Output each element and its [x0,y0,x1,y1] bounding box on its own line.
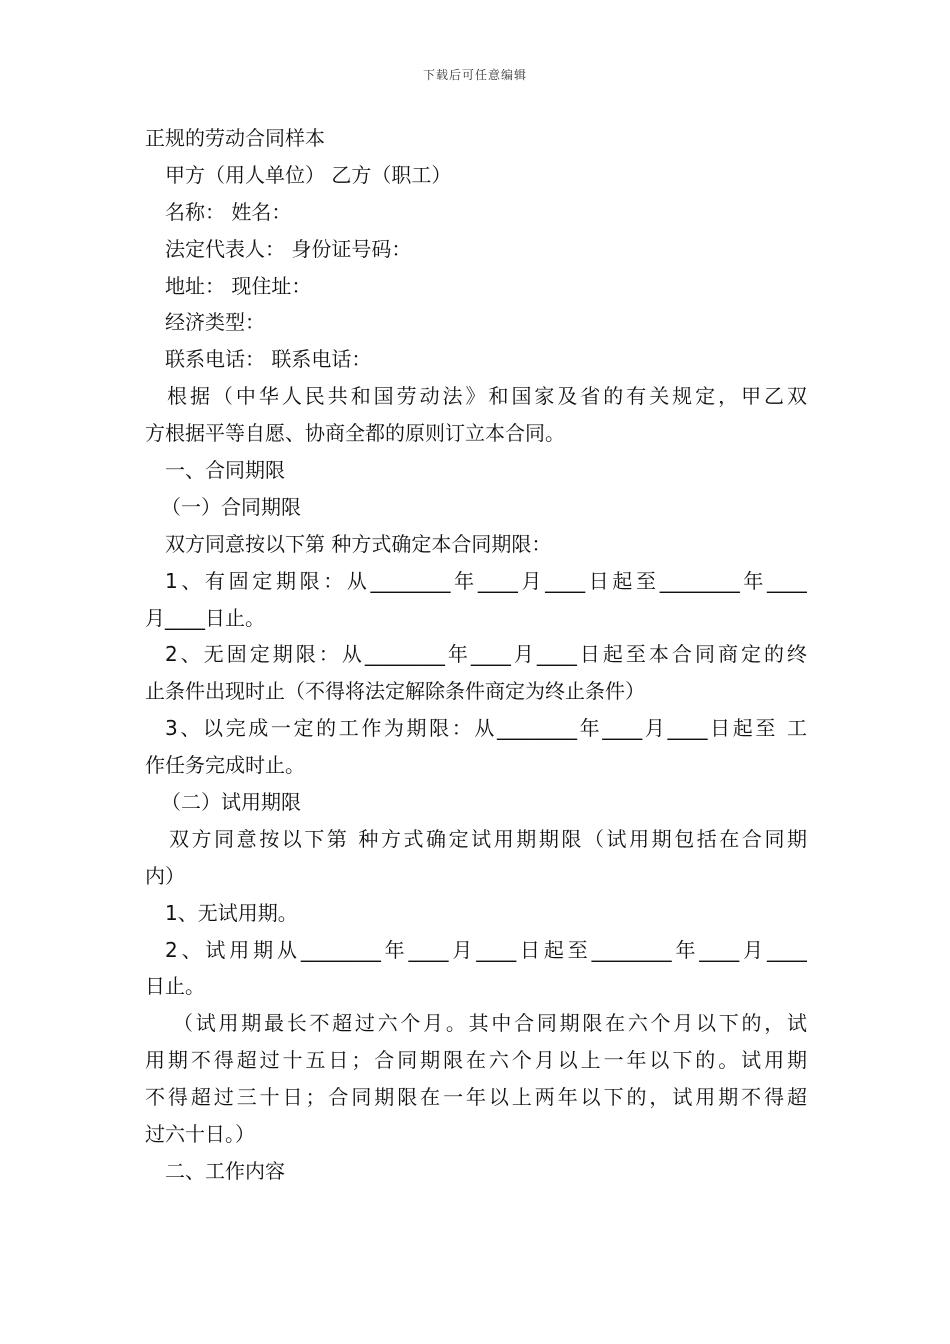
field-name: 名称： 姓名： [165,199,292,224]
probation-note-line-2: 用期不得超过十五日；合同期限在六个月以上一年以下的。试用期 [145,1048,807,1073]
paragraph-probation-line-1: 双方同意按以下第 种方式确定试用期期限（试用期包括在合同期 [169,826,807,851]
subsection-heading-1-2: （二）试用期限 [161,790,301,815]
probation-note-line-3: 不得超过三十日；合同期限在一年以上两年以下的，试用期不得超 [145,1085,807,1110]
probation-note-line-1: （试用期最长不超过六个月。其中合同期限在六个月以下的，试 [173,1011,807,1036]
paragraph-term-method: 双方同意按以下第 种方式确定本合同期限： [165,531,552,556]
probation-option-2-line-1: 2、试用期从________年____月____日起至________年____月____ [165,937,807,962]
term-option-1-line-2: 月____日止。 [145,605,265,630]
document-body [145,120,807,1190]
field-economic-type: 经济类型： [165,310,265,335]
field-legal-representative: 法定代表人： 身份证号码： [165,236,412,261]
term-option-3-line-1: 3、以完成一定的工作为期限：从________年____月____日起至 工 [165,716,807,741]
probation-note-line-4: 过六十日。） [145,1122,255,1147]
paragraph-basis-line-1: 根据（中华人民共和国劳动法》和国家及省的有关规定，甲乙双 [167,384,807,409]
term-option-2-line-2: 止条件出现时止（不得将法定解除条件商定为终止条件） [145,679,645,704]
page-header: 下载后可任意编辑 [422,68,527,82]
section-heading-1: 一、合同期限 [165,458,285,483]
term-option-1-line-1: 1、有固定期限：从________年____月____日起至________年____ [165,568,807,593]
probation-option-1: 1、无试用期。 [165,900,298,925]
party-heading: 甲方（用人单位） 乙方（职工） [165,162,452,187]
field-phone: 联系电话： 联系电话： [165,347,372,372]
section-heading-2: 二、工作内容 [165,1158,285,1183]
paragraph-probation-line-2: 内） [145,863,185,888]
probation-option-2-line-2: 日止。 [145,974,205,999]
paragraph-basis-line-2: 方根据平等自愿、协商全都的原则订立本合同。 [145,421,565,446]
term-option-2-line-1: 2、无固定期限：从________年____月____日起至本合同商定的终 [165,642,807,667]
document-title: 正规的劳动合同样本 [145,126,325,150]
subsection-heading-1-1: （一）合同期限 [161,494,301,519]
term-option-3-line-2: 作任务完成时止。 [145,753,305,778]
field-address: 地址： 现住址： [165,273,312,298]
